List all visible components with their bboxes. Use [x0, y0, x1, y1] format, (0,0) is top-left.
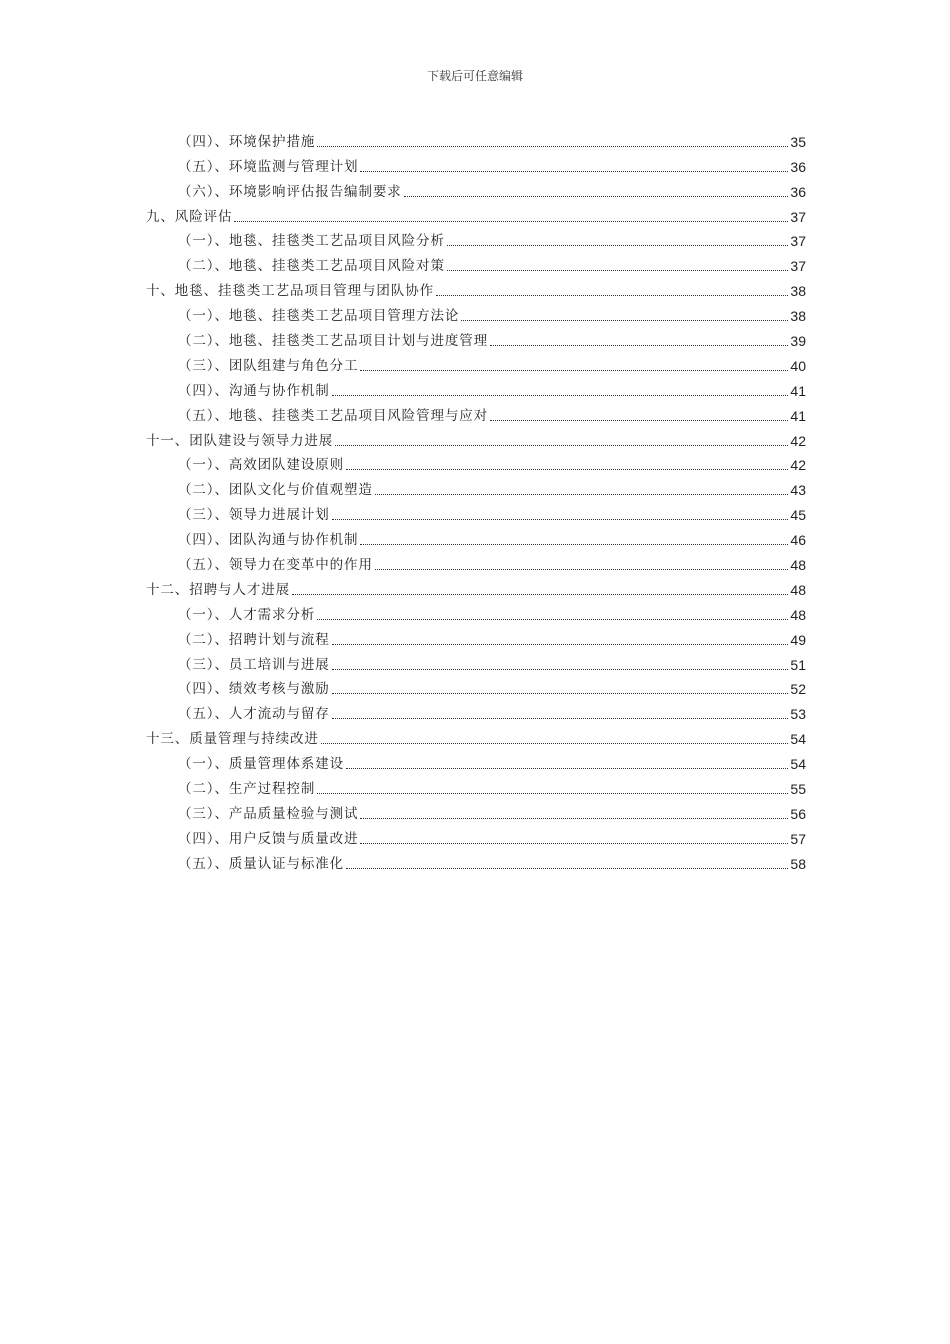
toc-dot-leader	[317, 619, 788, 620]
toc-entry-page-number: 36	[790, 158, 806, 175]
toc-entry[interactable]	[146, 275, 806, 300]
toc-dot-leader	[404, 196, 789, 197]
toc-entry-title: （五）、人才流动与留存	[178, 706, 330, 723]
toc-dot-leader	[317, 793, 788, 794]
toc-entry-title: （三）、产品质量检验与测试	[178, 805, 359, 822]
toc-entry-page-number: 48	[790, 581, 806, 598]
toc-entry[interactable]	[146, 748, 806, 773]
toc-entry-page-number: 37	[790, 258, 806, 275]
toc-entry[interactable]	[146, 151, 806, 176]
toc-dot-leader	[490, 345, 788, 346]
toc-entry-title: （五）、质量认证与标准化	[178, 855, 345, 872]
toc-dot-leader	[360, 370, 788, 371]
toc-entry[interactable]	[146, 524, 806, 549]
page-header: 下载后可任意编辑	[426, 69, 523, 83]
toc-dot-leader	[332, 644, 789, 645]
toc-entry[interactable]	[146, 350, 806, 375]
toc-entry-title: 十二、招聘与人才进展	[146, 581, 290, 598]
toc-entry-page-number: 38	[790, 283, 806, 300]
toc-dot-leader	[447, 270, 789, 271]
toc-entry-title: （一）、地毯、挂毯类工艺品项目管理方法论	[178, 308, 460, 325]
toc-entry-page-number: 41	[790, 382, 806, 399]
toc-dot-leader	[317, 146, 788, 147]
toc-dot-leader	[321, 743, 789, 744]
toc-entry[interactable]	[146, 798, 806, 823]
toc-dot-leader	[332, 395, 789, 396]
toc-entry-page-number: 42	[790, 432, 806, 449]
toc-dot-leader	[360, 818, 788, 819]
toc-entry[interactable]	[146, 624, 806, 649]
toc-entry[interactable]	[146, 773, 806, 798]
toc-entry[interactable]	[146, 400, 806, 425]
toc-entry[interactable]	[146, 574, 806, 599]
toc-dot-leader	[234, 221, 788, 222]
toc-entry[interactable]	[146, 450, 806, 475]
toc-entry[interactable]	[146, 674, 806, 699]
toc-entry-page-number: 37	[790, 233, 806, 250]
toc-entry[interactable]	[146, 499, 806, 524]
toc-dot-leader	[447, 245, 789, 246]
toc-entry-title: （二）、招聘计划与流程	[178, 631, 330, 648]
toc-entry-page-number: 53	[790, 706, 806, 723]
toc-entry[interactable]	[146, 201, 806, 226]
toc-entry-page-number: 48	[790, 606, 806, 623]
toc-dot-leader	[346, 868, 788, 869]
toc-dot-leader	[292, 594, 788, 595]
toc-entry-page-number: 35	[790, 133, 806, 150]
toc-entry-page-number: 58	[790, 855, 806, 872]
toc-entry-title: （二）、地毯、挂毯类工艺品项目风险对策	[178, 258, 445, 275]
toc-entry[interactable]	[146, 698, 806, 723]
toc-dot-leader	[332, 718, 789, 719]
toc-dot-leader	[490, 420, 788, 421]
toc-entry-title: （四）、绩效考核与激励	[178, 681, 330, 698]
toc-entry[interactable]	[146, 823, 806, 848]
toc-entry-page-number: 36	[790, 183, 806, 200]
toc-entry[interactable]	[146, 126, 806, 151]
toc-entry[interactable]	[146, 325, 806, 350]
toc-entry-title: （五）、地毯、挂毯类工艺品项目风险管理与应对	[178, 407, 489, 424]
toc-entry[interactable]	[146, 300, 806, 325]
toc-entry[interactable]	[146, 375, 806, 400]
toc-entry[interactable]	[146, 599, 806, 624]
toc-entry-title: （五）、环境监测与管理计划	[178, 158, 359, 175]
toc-entry-page-number: 56	[790, 805, 806, 822]
toc-entry[interactable]	[146, 723, 806, 748]
toc-entry[interactable]	[146, 176, 806, 201]
toc-dot-leader	[335, 445, 788, 446]
toc-entry-page-number: 46	[790, 532, 806, 549]
toc-entry-page-number: 38	[790, 308, 806, 325]
toc-entry-page-number: 43	[790, 482, 806, 499]
toc-entry-title: 十一、团队建设与领导力进展	[146, 432, 334, 449]
toc-entry-title: （三）、员工培训与进展	[178, 656, 330, 673]
toc-entry-title: （二）、地毯、挂毯类工艺品项目计划与进度管理	[178, 333, 489, 350]
toc-entry[interactable]	[146, 649, 806, 674]
toc-entry[interactable]	[146, 250, 806, 275]
toc-entry-title: （二）、团队文化与价值观塑造	[178, 482, 373, 499]
toc-entry[interactable]	[146, 226, 806, 251]
toc-entry-page-number: 49	[790, 631, 806, 648]
toc-entry-title: （一）、地毯、挂毯类工艺品项目风险分析	[178, 233, 445, 250]
toc-entry-page-number: 45	[790, 507, 806, 524]
toc-dot-leader	[332, 693, 789, 694]
toc-entry-page-number: 54	[790, 731, 806, 748]
toc-dot-leader	[346, 469, 788, 470]
toc-dot-leader	[436, 295, 788, 296]
toc-entry-page-number: 51	[790, 656, 806, 673]
toc-entry-title: 十、地毯、挂毯类工艺品项目管理与团队协作	[146, 283, 434, 300]
toc-entry-page-number: 37	[790, 208, 806, 225]
toc-entry[interactable]	[146, 549, 806, 574]
toc-entry[interactable]	[146, 425, 806, 450]
toc-entry-page-number: 48	[790, 557, 806, 574]
toc-dot-leader	[332, 669, 789, 670]
toc-dot-leader	[461, 320, 788, 321]
toc-entry-title: （一）、高效团队建设原则	[178, 457, 345, 474]
toc-entry-page-number: 41	[790, 407, 806, 424]
toc-entry-title: （五）、领导力在变革中的作用	[178, 557, 373, 574]
toc-entry-title: （六）、环境影响评估报告编制要求	[178, 183, 402, 200]
toc-dot-leader	[375, 569, 789, 570]
toc-dot-leader	[375, 494, 789, 495]
toc-entry-page-number: 52	[790, 681, 806, 698]
toc-dot-leader	[332, 519, 789, 520]
toc-entry-page-number: 54	[790, 756, 806, 773]
toc-entry-page-number: 40	[790, 357, 806, 374]
toc-entry-title: 十三、质量管理与持续改进	[146, 731, 319, 748]
toc-entry-page-number: 55	[790, 781, 806, 798]
toc-entry-title: （四）、沟通与协作机制	[178, 382, 330, 399]
toc-entry-title: （一）、质量管理体系建设	[178, 756, 345, 773]
toc-entry-title: （四）、团队沟通与协作机制	[178, 532, 359, 549]
toc-entry-page-number: 42	[790, 457, 806, 474]
toc-entry-title: （三）、领导力进展计划	[178, 507, 330, 524]
toc-entry-page-number: 39	[790, 333, 806, 350]
toc-entry[interactable]	[146, 474, 806, 499]
toc-entry-title: （四）、环境保护措施	[178, 133, 316, 150]
toc-dot-leader	[346, 768, 788, 769]
toc-entry-page-number: 57	[790, 830, 806, 847]
toc-entry-title: 九、风险评估	[146, 208, 233, 225]
toc-entry-title: （二）、生产过程控制	[178, 781, 316, 798]
toc-dot-leader	[360, 843, 788, 844]
toc-dot-leader	[360, 544, 788, 545]
toc-dot-leader	[360, 171, 788, 172]
table-of-contents	[146, 126, 806, 873]
toc-entry-title: （四）、用户反馈与质量改进	[178, 830, 359, 847]
toc-entry-title: （一）、人才需求分析	[178, 606, 316, 623]
toc-entry-title: （三）、团队组建与角色分工	[178, 357, 359, 374]
toc-entry[interactable]	[146, 848, 806, 873]
